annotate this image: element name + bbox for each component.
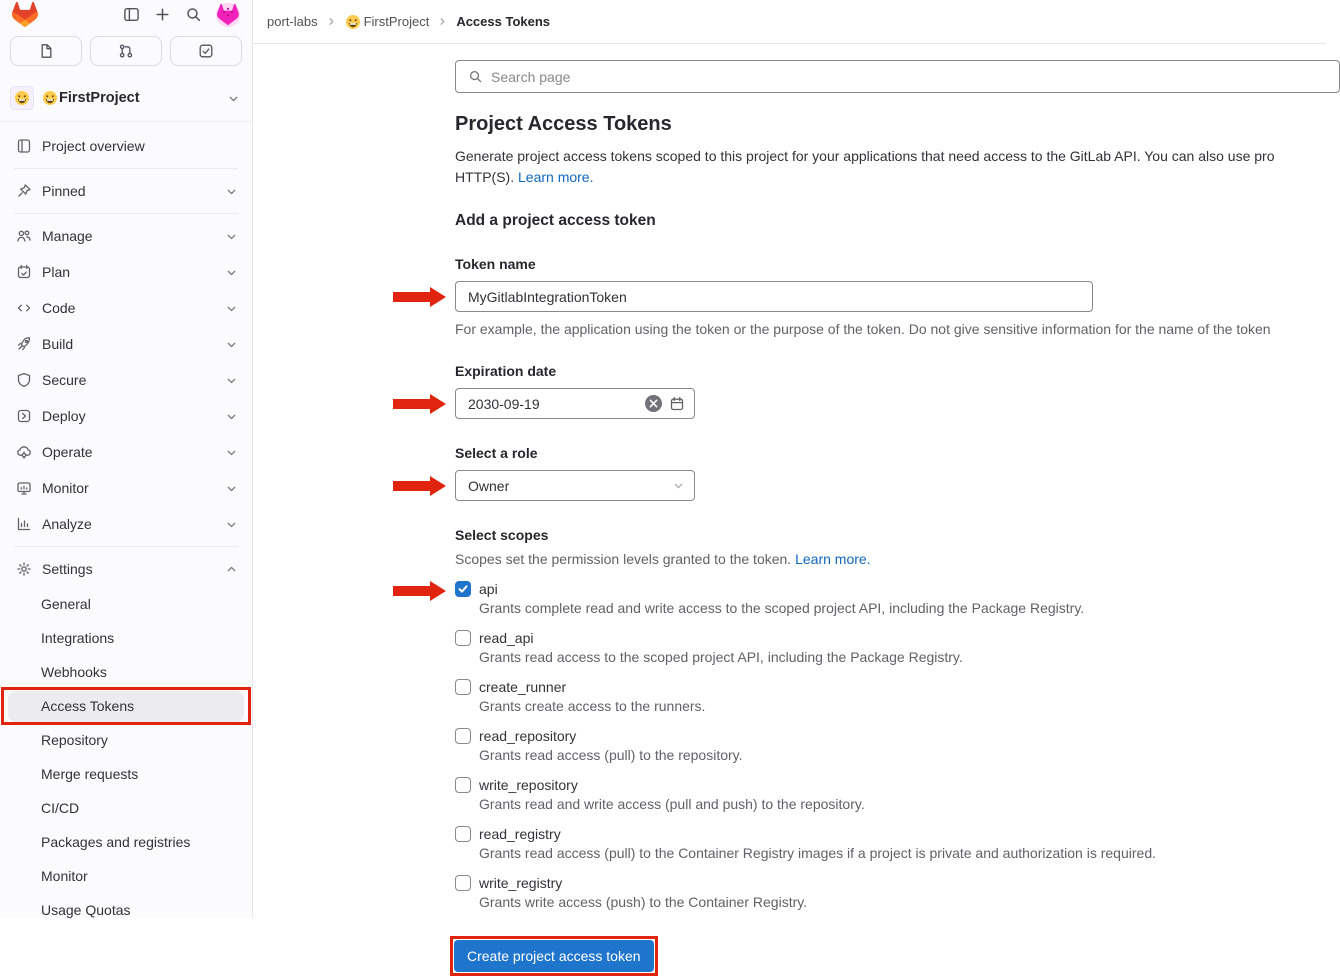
sidebar-subitem-label: Merge requests: [41, 766, 139, 782]
gitlab-logo-icon[interactable]: [12, 2, 38, 27]
create-runner-checkbox[interactable]: [455, 679, 471, 695]
calendar-check-icon: [16, 264, 32, 280]
chevron-down-icon: [227, 92, 240, 105]
main-content: [253, 0, 1326, 964]
sidebar-item-general[interactable]: [0, 587, 252, 621]
chevron-down-icon: [225, 302, 238, 315]
sidebar-item-label: Operate: [42, 444, 93, 460]
chevron-down-icon: [225, 338, 238, 351]
sidebar-item-manage[interactable]: [0, 218, 252, 254]
sidebar-item-monitor[interactable]: [0, 470, 252, 506]
issues-icon: [38, 43, 54, 59]
breadcrumb-current: Access Tokens: [456, 14, 551, 29]
search-input[interactable]: [491, 69, 1327, 85]
deploy-icon: [16, 408, 32, 424]
chevron-right-icon: [437, 16, 448, 27]
scope-description: Grants create access to the runners.: [479, 698, 706, 714]
page-description-line2: HTTP(S). Learn more.: [455, 169, 594, 185]
chevron-up-icon: [225, 563, 238, 576]
sidebar-item-usage-quotas[interactable]: [0, 893, 252, 927]
grin-emoji-icon: [345, 14, 361, 30]
scope-write-registry: [455, 875, 1326, 910]
scope-name: create_runner: [479, 679, 567, 695]
code-icon: [16, 300, 32, 316]
scope-read-repository: [455, 728, 1326, 763]
pin-icon: [16, 183, 32, 199]
red-arrow-annotation: [393, 476, 446, 496]
clear-date-icon[interactable]: [645, 395, 662, 412]
sidebar-item-monitor-settings[interactable]: [0, 859, 252, 893]
sidebar-item-plan[interactable]: [0, 254, 252, 290]
sidebar-subitem-label: Monitor: [41, 868, 88, 884]
sidebar-item-label: Plan: [42, 264, 71, 280]
sidebar-item-settings[interactable]: [0, 551, 252, 587]
plus-icon[interactable]: [154, 6, 171, 23]
form-title: Add a project access token: [455, 212, 656, 229]
top-bar: [0, 0, 252, 27]
rocket-icon: [16, 336, 32, 352]
scope-name: api: [479, 581, 498, 597]
sidebar-item-integrations[interactable]: [0, 621, 252, 655]
sidebar-subitem-label: Usage Quotas: [41, 902, 131, 918]
scope-create-runner: [455, 679, 1326, 714]
cloud-gear-icon: [16, 444, 32, 460]
sidebar-item-label: Monitor: [42, 480, 89, 496]
sidebar-item-project-overview[interactable]: [0, 128, 252, 164]
merge-request-icon: [118, 43, 134, 59]
sidebar: [0, 0, 253, 918]
scope-name: read_api: [479, 630, 534, 646]
page-search-field[interactable]: [455, 60, 1340, 93]
expiration-date-input[interactable]: [455, 388, 695, 419]
read-repository-checkbox[interactable]: [455, 728, 471, 744]
sidebar-subitem-label: CI/CD: [41, 800, 80, 816]
scope-description: Grants complete read and write access to the scoped project API, including the Package Registry.: [479, 600, 1085, 616]
page-title: Project Access Tokens: [455, 113, 672, 135]
role-label: Select a role: [455, 445, 538, 461]
chevron-down-icon: [672, 479, 685, 492]
divider: [14, 213, 238, 214]
token-name-label: Token name: [455, 256, 536, 272]
breadcrumb-project[interactable]: FirstProject: [345, 14, 430, 30]
sidebar-item-secure[interactable]: [0, 362, 252, 398]
chevron-down-icon: [225, 230, 238, 243]
sidebar-item-build[interactable]: [0, 326, 252, 362]
sidebar-item-analyze[interactable]: [0, 506, 252, 542]
sidebar-item-webhooks[interactable]: [0, 655, 252, 689]
sidebar-subitem-label: Access Tokens: [41, 698, 135, 714]
breadcrumb-root[interactable]: port-labs: [267, 14, 318, 29]
chevron-down-icon: [225, 410, 238, 423]
sidebar-item-pinned[interactable]: [0, 173, 252, 209]
sidebar-subitem-label: Repository: [41, 732, 108, 748]
calendar-icon[interactable]: [669, 396, 685, 412]
scope-description: Grants read and write access (pull and push) to the repository.: [479, 796, 865, 812]
sidebar-item-operate[interactable]: [0, 434, 252, 470]
sidebar-item-merge-requests[interactable]: [0, 757, 252, 791]
sidebar-shortcuts: [0, 27, 252, 74]
red-arrow-annotation: [393, 581, 446, 601]
scope-description: Grants read access (pull) to the repository.: [479, 747, 743, 763]
scope-read-api: [455, 630, 1326, 665]
shield-icon: [16, 372, 32, 388]
scope-name: write_repository: [479, 777, 578, 793]
scopes-help: Scopes set the permission levels granted to the token. Learn more.: [455, 551, 871, 567]
sidebar-toggle-icon[interactable]: [123, 6, 140, 23]
red-annotation-box: [450, 936, 658, 976]
chevron-down-icon: [225, 266, 238, 279]
scope-name: read_repository: [479, 728, 577, 744]
read-registry-checkbox[interactable]: [455, 826, 471, 842]
scope-description: Grants read access (pull) to the Container Registry images if a project is private and authorization is required.: [479, 845, 1156, 861]
sidebar-item-label: Build: [42, 336, 74, 352]
red-arrow-annotation: [393, 287, 446, 307]
sidebar-item-repository[interactable]: [0, 723, 252, 757]
sidebar-item-label: Manage: [42, 228, 93, 244]
divider: [14, 168, 238, 169]
token-name-help: For example, the application using the token or the purpose of the token. Do not give sensitive information for the name of the token: [455, 321, 1271, 337]
sidebar-item-label: Pinned: [42, 183, 86, 199]
expiration-date-label: Expiration date: [455, 363, 557, 379]
sidebar-subitem-label: Webhooks: [41, 664, 107, 680]
chevron-down-icon: [225, 185, 238, 198]
scope-description: Grants read access to the scoped project API, including the Package Registry.: [479, 649, 963, 665]
todo-shortcut-button[interactable]: [170, 36, 242, 66]
merge-requests-shortcut-button[interactable]: [90, 36, 162, 66]
chart-icon: [16, 516, 32, 532]
token-name-input[interactable]: [455, 281, 1093, 312]
write-registry-checkbox[interactable]: [455, 875, 471, 891]
red-arrow-annotation: [393, 394, 446, 414]
scope-description: Grants write access (push) to the Container Registry.: [479, 894, 808, 910]
search-icon[interactable]: [185, 6, 202, 23]
expiration-date-value: 2030-09-19: [468, 395, 540, 412]
scope-read-registry: [455, 826, 1326, 861]
scope-api: [455, 581, 1326, 616]
sidebar-item-label: Project overview: [42, 138, 145, 154]
issues-shortcut-button[interactable]: [10, 36, 82, 66]
sidebar-item-label: Code: [42, 300, 76, 316]
select-scopes-label: Select scopes: [455, 527, 549, 543]
sidebar-item-code[interactable]: [0, 290, 252, 326]
user-avatar[interactable]: [216, 3, 240, 27]
sidebar-subitem-label: General: [41, 596, 91, 612]
page-description-line1: Generate project access tokens scoped to this project for your applications that need access to the GitLab API. You can also use pro: [455, 148, 1275, 164]
sidebar-subitem-label: Integrations: [41, 630, 115, 646]
role-select[interactable]: [455, 470, 695, 501]
write-repository-checkbox[interactable]: [455, 777, 471, 793]
sidebar-item-label: Secure: [42, 372, 87, 388]
search-icon: [468, 69, 483, 84]
scope-write-repository: [455, 777, 1326, 812]
todo-check-icon: [198, 43, 214, 59]
read-api-checkbox[interactable]: [455, 630, 471, 646]
monitor-icon: [16, 480, 32, 496]
chevron-right-icon: [326, 16, 337, 27]
learn-more-link[interactable]: Learn more.: [795, 551, 871, 567]
project-switcher[interactable]: [0, 74, 252, 122]
project-icon: [16, 138, 32, 154]
learn-more-link[interactable]: Learn more.: [518, 169, 594, 185]
breadcrumb: [253, 0, 1326, 44]
sidebar-item-label: Analyze: [42, 516, 92, 532]
scope-name: read_registry: [479, 826, 561, 842]
sidebar-item-deploy[interactable]: [0, 398, 252, 434]
chevron-down-icon: [225, 374, 238, 387]
api-checkbox[interactable]: [455, 581, 471, 597]
sidebar-subitem-label: Packages and registries: [41, 834, 191, 850]
project-avatar: [10, 86, 34, 110]
scope-name: write_registry: [479, 875, 563, 891]
gear-icon: [16, 561, 32, 577]
sidebar-item-access-tokens[interactable]: [0, 689, 252, 723]
create-token-button[interactable]: Create project access token: [454, 940, 654, 972]
sidebar-item-cicd[interactable]: [0, 791, 252, 825]
active-item-highlight: [8, 691, 244, 722]
sidebar-item-label: Deploy: [42, 408, 86, 424]
sidebar-item-label: Settings: [42, 561, 93, 577]
sidebar-nav: [0, 122, 252, 927]
chevron-down-icon: [225, 446, 238, 459]
sidebar-item-packages-registries[interactable]: [0, 825, 252, 859]
chevron-down-icon: [225, 518, 238, 531]
project-name: FirstProject: [42, 90, 140, 106]
divider: [14, 546, 238, 547]
chevron-down-icon: [225, 482, 238, 495]
users-icon: [16, 228, 32, 244]
grin-emoji-icon: [42, 90, 58, 106]
role-selected-value: Owner: [468, 477, 510, 494]
